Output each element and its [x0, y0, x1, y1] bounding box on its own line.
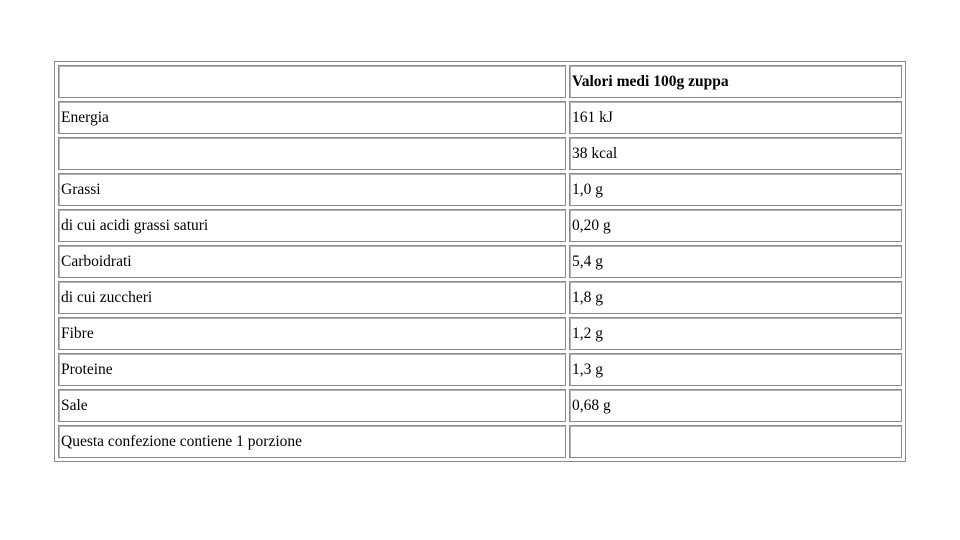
- table-header-row: [58, 65, 902, 98]
- header-label-cell: [58, 65, 566, 98]
- row-label: [58, 137, 566, 170]
- row-value: 5,4 g: [569, 245, 902, 278]
- row-label: Questa confezione contiene 1 porzione: [58, 425, 566, 458]
- table-row: [58, 173, 902, 206]
- row-label: Carboidrati: [58, 245, 566, 278]
- row-value: 0,68 g: [569, 389, 902, 422]
- table-row: [58, 317, 902, 350]
- row-label: Proteine: [58, 353, 566, 386]
- table-row: [58, 389, 902, 422]
- table-row: [58, 425, 902, 458]
- header-value-cell: Valori medi 100g zuppa: [569, 65, 902, 98]
- row-value: 1,2 g: [569, 317, 902, 350]
- row-value: 1,8 g: [569, 281, 902, 314]
- row-value: 161 kJ: [569, 101, 902, 134]
- table-row: [58, 245, 902, 278]
- row-value: 0,20 g: [569, 209, 902, 242]
- row-label: Energia: [58, 101, 566, 134]
- table-row: [58, 101, 902, 134]
- row-value: [569, 425, 902, 458]
- row-value: 38 kcal: [569, 137, 902, 170]
- table-row: [58, 281, 902, 314]
- row-label: Fibre: [58, 317, 566, 350]
- row-label: Sale: [58, 389, 566, 422]
- row-label: Grassi: [58, 173, 566, 206]
- nutrition-table: [54, 61, 906, 462]
- table-row: [58, 209, 902, 242]
- row-label: di cui zuccheri: [58, 281, 566, 314]
- row-label: di cui acidi grassi saturi: [58, 209, 566, 242]
- row-value: 1,0 g: [569, 173, 902, 206]
- table-row: [58, 137, 902, 170]
- table-row: [58, 353, 902, 386]
- row-value: 1,3 g: [569, 353, 902, 386]
